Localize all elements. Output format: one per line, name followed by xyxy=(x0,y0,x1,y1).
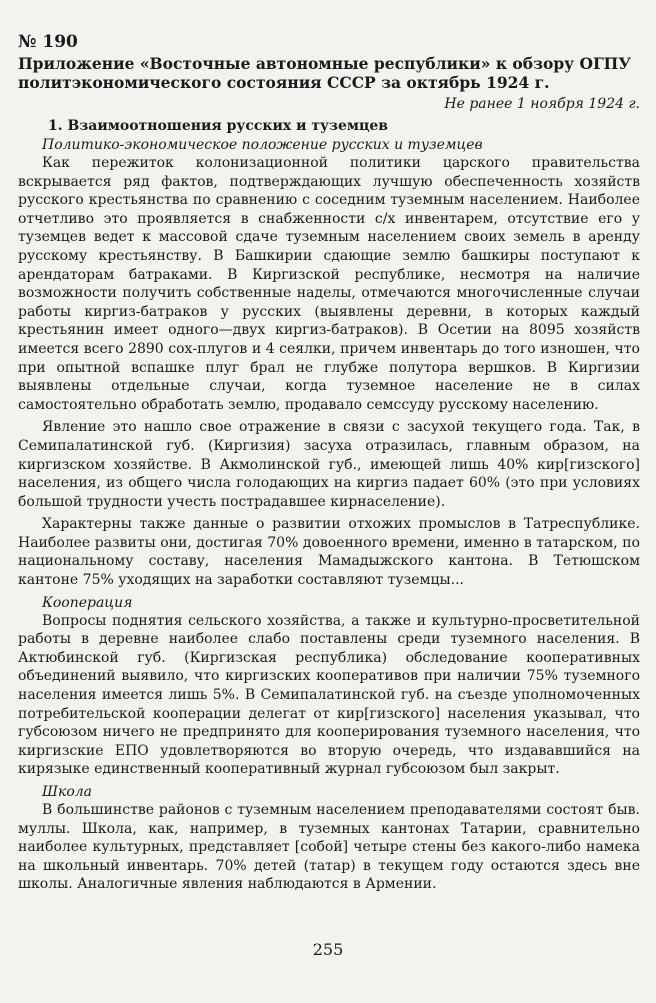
paragraph: Вопросы поднятия сельского хозяйства, а также и культурно-просветительной работы в деревне наиболее слабо поставлены среди туземного населения. В Актюбинской губ. (Киргизская республика) обследование кооперативных объединений выявило, что киргизских кооперативов при наличии 75% туземного населения имеется лишь 5%. В Семипалатинской губ. на съезде уполномоченных потребительской кооперации делегат от кир[гизского] населения указывал, что губсоюзом ничего не предпринято для кооперирования туземного населения, что киргизские ЕПО удовлетворяются во вторую очередь, что издававшийся на кирязыке единственный кооперативный журнал губсоюзом был закрыт. xyxy=(18,612,640,778)
subsection-heading-school: Школа xyxy=(42,784,93,800)
document-date: Не ранее 1 ноября 1924 г. xyxy=(444,96,640,112)
section-title: 1. Взаимоотношения русских и туземцев xyxy=(48,118,388,134)
document-page xyxy=(18,32,640,898)
paragraph: Явление это нашло свое отражение в связи с засухой текущего года. Так, в Семипалатинской губ. (Киргизия) засуха отразилась, главным образом, на киргизском хозяйстве. В Акмолинской губ., имеющей лишь 40% кир[гизского] населения, из общего числа голодающих на киргиз падает 60% (это при условиях большой трудности учесть пострадавшее кирнаселение). xyxy=(18,419,640,510)
document-number: № 190 xyxy=(18,32,78,52)
paragraph: Как пережиток колонизационной политики царского правительства вскрывается ряд фактов, подтверждающих лучшую обеспеченность хозяйств русского крестьянства по сравнению с соседним туземным населением. Наиболее отчетливо это проявляется в снабженности с/х инвентарем, отсутствие его у туземцев ведет к массовой сдаче туземным населением своих земель в аренду русскому крестьянству. В Башкирии сдающие землю башкиры поступают к арендаторам батраками. В Киргизской республике, несмотря на наличие возможности получить собственные наделы, отмечаются многочисленные случаи работы киргиз-батраков у русских (выявлены деревни, в которых каждый крестьянин имеет одного—двух киргиз-батраков). В Осетии на 8095 хозяйств имеется всего 2890 сох-плугов и 4 сеялки, причем инвентарь до того изношен, что при опытной вспашке плуг брал не глубже полутора вершков. В Киргизии выявлены отдельные случаи, когда туземное население не в силах самостоятельно обработать землю, продавало семссуду русскому населению. xyxy=(18,155,640,413)
paragraph: Характерны также данные о развитии отхожих промыслов в Татреспублике. Наиболее развиты они, достигая 70% довоенного времени, именно в татарском, по национальному составу, населения Мамадыжского кантона. В Тетюшском кантоне 75% уходящих на заработки составляют туземцы... xyxy=(18,516,640,589)
paragraph: В большинстве районов с туземным населением преподавателями состоят быв. муллы. Школа, как, например, в туземных кантонах Татарии, сравнительно наиболее культурных, представляет [собой] четыре стены без какого-либо намека на школьный инвентарь. 70% детей (татар) в текущем году остаются здесь вне школы. Аналогичные явления наблюдаются в Армении. xyxy=(18,802,640,893)
page-number: 255 xyxy=(312,940,344,959)
subsection-heading-politics: Политико-экономическое положение русских и туземцев xyxy=(42,137,483,153)
subsection-heading-cooperation: Кооперация xyxy=(42,594,133,611)
document-title: Приложение «Восточные автономные республики» к обзору ОГПУ политэкономического состояния СССР за октябрь 1924 г. xyxy=(18,54,631,92)
